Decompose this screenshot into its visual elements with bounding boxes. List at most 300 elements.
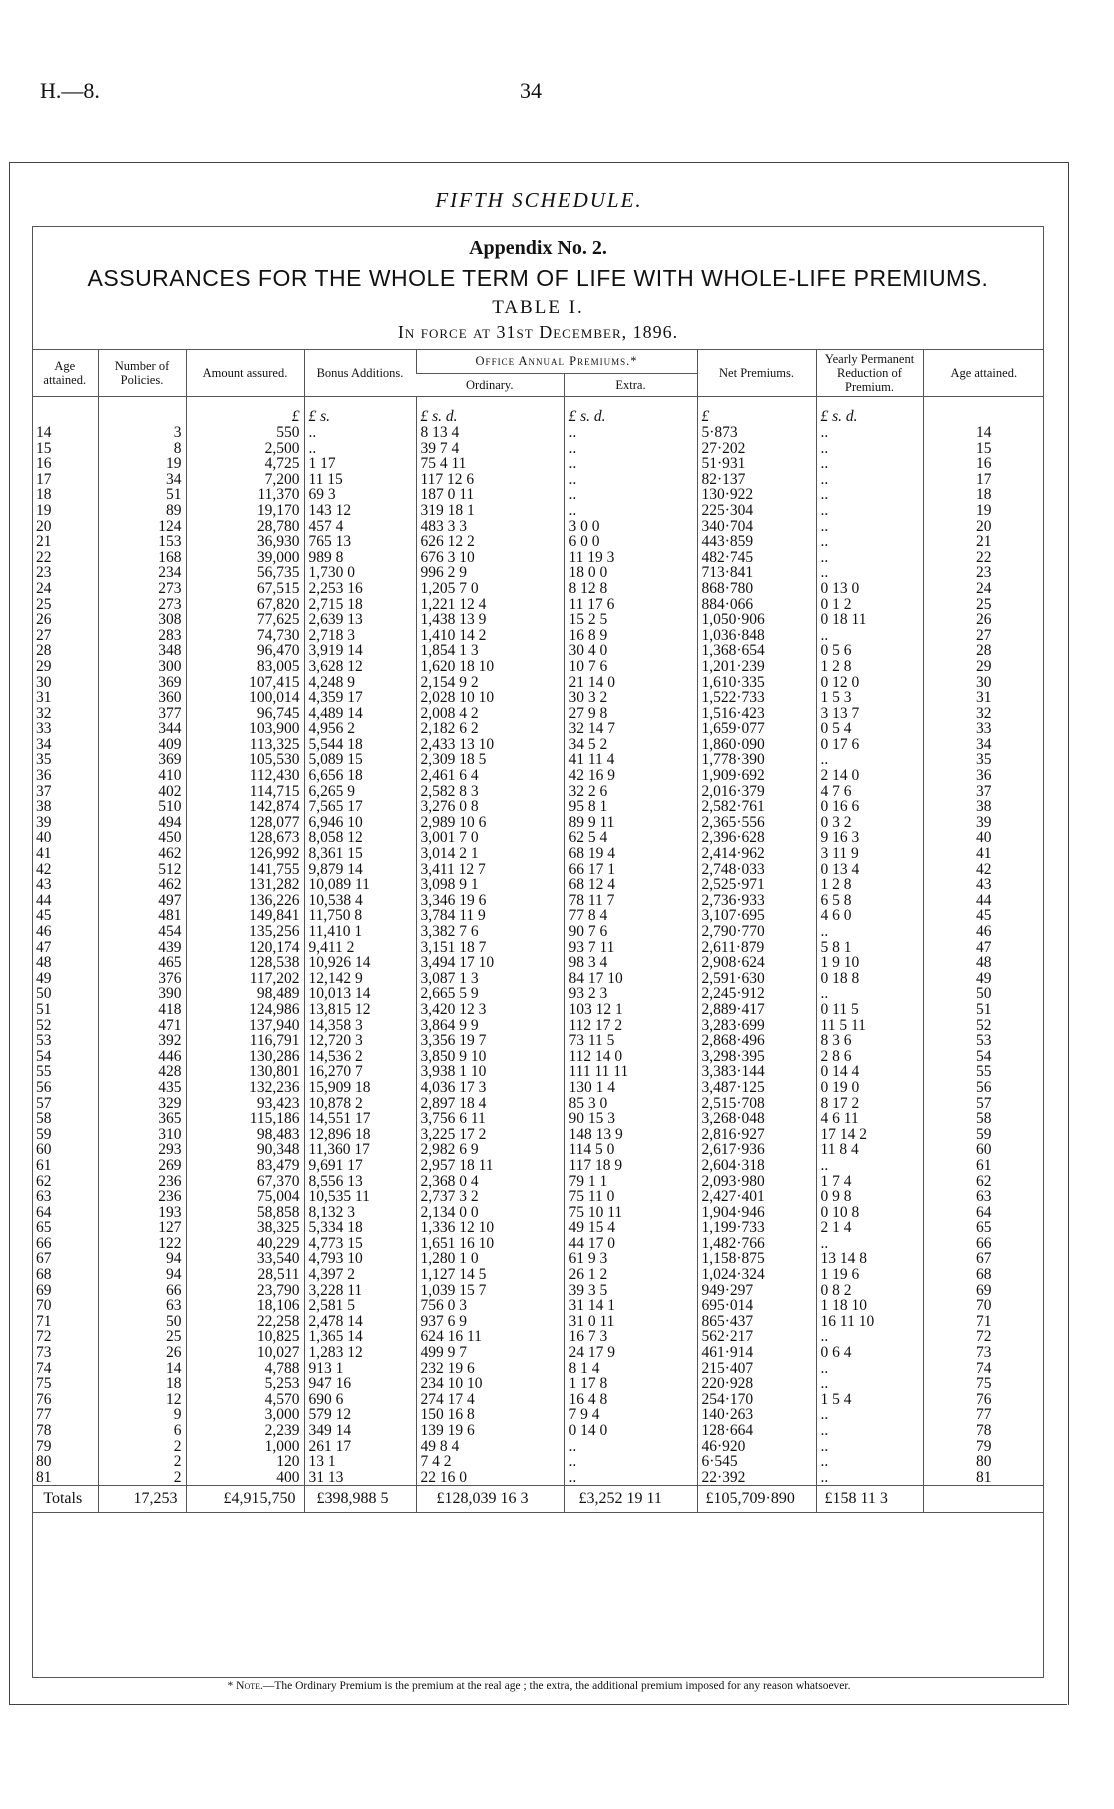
table-row	[32, 815, 1044, 831]
cell-age-right: 50	[923, 986, 1044, 1002]
table-row	[32, 1220, 1044, 1236]
cell-amount: 33,540	[186, 1251, 304, 1267]
cell-extra: 34 5 2	[564, 737, 697, 753]
cell-bonus: 11 15	[304, 472, 416, 488]
cell-age: 33	[36, 721, 52, 737]
table-row	[32, 940, 1044, 956]
cell-net: 2,427·401	[697, 1189, 816, 1205]
cell-policies: 9	[98, 1407, 186, 1423]
cell-ordinary: 1,620 18 10	[416, 659, 564, 675]
table-row	[32, 971, 1044, 987]
cell-amount: 550	[186, 425, 304, 441]
cell-reduction: 0 18 11	[816, 612, 923, 628]
cell-reduction: 0 5 4	[816, 721, 923, 737]
table-row	[32, 752, 1044, 768]
cell-policies: 462	[98, 846, 186, 862]
cell-extra: 41 11 4	[564, 752, 697, 768]
table-row	[32, 1283, 1044, 1299]
cell-age-right: 52	[923, 1018, 1044, 1034]
cell-bonus: 4,793 10	[304, 1251, 416, 1267]
cell-ordinary: 274 17 4	[416, 1392, 564, 1408]
table-row	[32, 1376, 1044, 1392]
table-row	[32, 1439, 1044, 1455]
cell-amount: 10,027	[186, 1345, 304, 1361]
cell-net: 482·745	[697, 550, 816, 566]
cell-net: 225·304	[697, 503, 816, 519]
cell-ordinary: 756 0 3	[416, 1298, 564, 1314]
cell-age: 19	[36, 502, 52, 519]
cell-ordinary: 2,309 18 5	[416, 752, 564, 768]
cell-policies: 19	[98, 456, 186, 472]
table-row	[32, 893, 1044, 909]
cell-policies: 168	[98, 550, 186, 566]
cell-age: 46	[36, 924, 52, 940]
cell-bonus: 5,089 15	[304, 752, 416, 768]
cell-policies: 18	[98, 1376, 186, 1392]
table-row	[32, 441, 1044, 457]
cell-net: 1,522·733	[697, 690, 816, 706]
cell-policies: 94	[98, 1267, 186, 1283]
cell-age: 57	[36, 1095, 52, 1112]
cell-reduction: 4 7 6	[816, 784, 923, 800]
cell-bonus: 9,411 2	[304, 940, 416, 956]
cell-extra: 30 3 2	[564, 690, 697, 706]
table-row	[32, 659, 1044, 675]
cell-policies: 308	[98, 612, 186, 628]
cell-age-right: 18	[923, 487, 1044, 503]
cell-amount: 116,791	[186, 1033, 304, 1049]
cell-age: 18	[36, 487, 52, 503]
cell-net: 3,487·125	[697, 1080, 816, 1096]
page-header	[40, 78, 1074, 106]
cell-reduction: ..	[816, 472, 923, 488]
cell-age-right: 28	[923, 643, 1044, 659]
cell-age: 29	[36, 658, 52, 675]
table-row	[32, 1236, 1044, 1252]
cell-net: 3,383·144	[697, 1064, 816, 1080]
cell-policies: 376	[98, 971, 186, 987]
table-row	[32, 1158, 1044, 1174]
cell-age: 75	[36, 1376, 52, 1392]
cell-amount: 114,715	[186, 784, 304, 800]
cell-extra: 10 7 6	[564, 659, 697, 675]
cell-ordinary: 937 6 9	[416, 1314, 564, 1330]
cell-extra: 95 8 1	[564, 799, 697, 815]
cell-age-right: 39	[923, 815, 1044, 831]
table-row	[32, 472, 1044, 488]
cell-age-right: 22	[923, 550, 1044, 566]
document-reference: H.—8.	[40, 78, 100, 103]
header-extra: Extra.	[564, 373, 697, 397]
cell-amount: 38,325	[186, 1220, 304, 1236]
cell-age: 77	[36, 1407, 52, 1423]
cell-policies: 409	[98, 737, 186, 753]
cell-extra: 0 14 0	[564, 1423, 697, 1439]
cell-amount: 22,258	[186, 1314, 304, 1330]
table-row	[32, 1018, 1044, 1034]
header-policies: Number of Policies.	[98, 350, 186, 397]
cell-age: 27	[36, 627, 52, 644]
cell-policies: 377	[98, 706, 186, 722]
cell-amount: 93,423	[186, 1096, 304, 1112]
cell-age-right: 51	[923, 1002, 1044, 1018]
cell-extra: 16 7 3	[564, 1329, 697, 1345]
schedule-frame	[9, 162, 1069, 1705]
cell-extra: 6 0 0	[564, 534, 697, 550]
cell-amount: 5,253	[186, 1376, 304, 1392]
footnote-text: —The Ordinary Premium is the premium at the real age ; the extra, the additional premium imposed for any reason whatsoever.	[262, 1680, 851, 1692]
cell-amount: 67,820	[186, 597, 304, 613]
cell-age: 31	[36, 690, 52, 706]
cell-bonus: 4,489 14	[304, 706, 416, 722]
cell-amount: 40,229	[186, 1236, 304, 1252]
cell-policies: 26	[98, 1345, 186, 1361]
table-row	[32, 565, 1044, 581]
cell-ordinary: 676 3 10	[416, 550, 564, 566]
cell-policies: 465	[98, 955, 186, 971]
cell-extra: ..	[564, 472, 697, 488]
cell-reduction: 6 5 8	[816, 893, 923, 909]
cell-bonus: 15,909 18	[304, 1080, 416, 1096]
cell-reduction: ..	[816, 1439, 923, 1455]
cell-policies: 124	[98, 519, 186, 535]
cell-amount: 128,673	[186, 830, 304, 846]
cell-policies: 454	[98, 924, 186, 940]
cell-bonus: 69 3	[304, 487, 416, 503]
cell-ordinary: 2,989 10 6	[416, 815, 564, 831]
cell-extra: ..	[564, 425, 697, 441]
cell-net: 2,611·879	[697, 940, 816, 956]
table-row	[32, 1470, 1044, 1486]
table-row	[32, 612, 1044, 628]
cell-policies: 365	[98, 1111, 186, 1127]
cell-ordinary: 2,897 18 4	[416, 1096, 564, 1112]
cell-extra: 98 3 4	[564, 955, 697, 971]
table-row	[32, 425, 1044, 441]
cell-ordinary: 2,368 0 4	[416, 1174, 564, 1190]
cell-reduction: 0 19 0	[816, 1080, 923, 1096]
cell-age: 81	[36, 1469, 52, 1486]
cell-amount: 98,489	[186, 986, 304, 1002]
cell-ordinary: 1,205 7 0	[416, 581, 564, 597]
cell-ordinary: 3,784 11 9	[416, 908, 564, 924]
cell-amount: 98,483	[186, 1127, 304, 1143]
cell-bonus: 8,361 15	[304, 846, 416, 862]
cell-bonus: 7,565 17	[304, 799, 416, 815]
header-net: Net Premiums.	[697, 350, 816, 397]
cell-age-right: 29	[923, 659, 1044, 675]
cell-policies: 236	[98, 1174, 186, 1190]
cell-reduction: ..	[816, 534, 923, 550]
main-title: ASSURANCES FOR THE WHOLE TERM OF LIFE WITH WHOLE-LIFE PREMIUMS.	[87, 265, 989, 291]
cell-extra: 79 1 1	[564, 1174, 697, 1190]
cell-amount: 7,200	[186, 472, 304, 488]
cell-age: 50	[36, 986, 52, 1002]
cell-age: 44	[36, 892, 52, 909]
cell-amount: 3,000	[186, 1407, 304, 1423]
cell-policies: 402	[98, 784, 186, 800]
table-row	[32, 1142, 1044, 1158]
cell-reduction: 8 17 2	[816, 1096, 923, 1112]
cell-age-right: 17	[923, 472, 1044, 488]
cell-age: 15	[36, 440, 52, 457]
cell-extra: ..	[564, 1470, 697, 1486]
cell-age-right: 40	[923, 830, 1044, 846]
table-row	[32, 1205, 1044, 1221]
cell-amount: 132,236	[186, 1080, 304, 1096]
unit-row	[32, 397, 1044, 426]
table-row	[32, 1314, 1044, 1330]
cell-net: 1,050·906	[697, 612, 816, 628]
cell-ordinary: 2,154 9 2	[416, 675, 564, 691]
cell-age: 79	[36, 1438, 52, 1455]
cell-ordinary: 1,854 1 3	[416, 643, 564, 659]
cell-bonus: 14,551 17	[304, 1111, 416, 1127]
cell-age: 22	[36, 549, 52, 566]
cell-age-right: 60	[923, 1142, 1044, 1158]
cell-amount: 4,725	[186, 456, 304, 472]
cell-extra: 49 15 4	[564, 1220, 697, 1236]
cell-age-right: 36	[923, 768, 1044, 784]
cell-policies: 50	[98, 1314, 186, 1330]
cell-net: 5·873	[697, 425, 816, 441]
cell-policies: 283	[98, 628, 186, 644]
cell-net: 1,036·848	[697, 628, 816, 644]
cell-amount: 23,790	[186, 1283, 304, 1299]
cell-amount: 107,415	[186, 675, 304, 691]
cell-age: 76	[36, 1391, 52, 1408]
cell-extra: 103 12 1	[564, 1002, 697, 1018]
cell-age: 64	[36, 1204, 52, 1221]
totals-bonus: £398,988 5	[304, 1486, 416, 1513]
table-row	[32, 706, 1044, 722]
table-row	[32, 768, 1044, 784]
cell-extra: 89 9 11	[564, 815, 697, 831]
cell-extra: 78 11 7	[564, 893, 697, 909]
cell-age: 80	[36, 1454, 52, 1470]
cell-reduction: 1 2 8	[816, 877, 923, 893]
cell-ordinary: 139 19 6	[416, 1423, 564, 1439]
cell-reduction: 0 1 2	[816, 597, 923, 613]
cell-amount: 103,900	[186, 721, 304, 737]
cell-bonus: 4,773 15	[304, 1236, 416, 1252]
cell-age: 40	[36, 830, 52, 847]
cell-age-right: 42	[923, 862, 1044, 878]
cell-amount: 2,500	[186, 441, 304, 457]
cell-extra: ..	[564, 1454, 697, 1470]
cell-age-right: 30	[923, 675, 1044, 691]
cell-ordinary: 187 0 11	[416, 487, 564, 503]
cell-bonus: 5,544 18	[304, 737, 416, 753]
cell-extra: 130 1 4	[564, 1080, 697, 1096]
cell-extra: 90 15 3	[564, 1111, 697, 1127]
cell-net: 1,860·090	[697, 737, 816, 753]
cell-reduction: 0 12 0	[816, 675, 923, 691]
table-row	[32, 986, 1044, 1002]
cell-reduction: ..	[816, 1329, 923, 1345]
cell-age-right: 69	[923, 1283, 1044, 1299]
cell-net: 3,298·395	[697, 1049, 816, 1065]
cell-reduction: ..	[816, 1454, 923, 1470]
cell-bonus: 1,730 0	[304, 565, 416, 581]
cell-net: 82·137	[697, 472, 816, 488]
cell-policies: 471	[98, 1018, 186, 1034]
cell-age-right: 35	[923, 752, 1044, 768]
cell-age: 23	[36, 565, 52, 581]
table-row	[32, 908, 1044, 924]
cell-reduction: ..	[816, 550, 923, 566]
cell-age: 69	[36, 1282, 52, 1299]
cell-age-right: 53	[923, 1033, 1044, 1049]
cell-age: 16	[36, 456, 52, 472]
cell-extra: 32 14 7	[564, 721, 697, 737]
table-row	[32, 799, 1044, 815]
cell-age: 35	[36, 752, 52, 769]
cell-ordinary: 1,280 1 0	[416, 1251, 564, 1267]
cell-age-right: 77	[923, 1407, 1044, 1423]
cell-reduction: 1 5 4	[816, 1392, 923, 1408]
cell-policies: 273	[98, 581, 186, 597]
table-row	[32, 955, 1044, 971]
table-row	[32, 1298, 1044, 1314]
cell-extra: ..	[564, 441, 697, 457]
cell-policies: 329	[98, 1096, 186, 1112]
cell-reduction: 2 8 6	[816, 1049, 923, 1065]
cell-reduction: 1 9 10	[816, 955, 923, 971]
cell-ordinary: 319 18 1	[416, 503, 564, 519]
table-row	[32, 1189, 1044, 1205]
unit-amount: £	[186, 397, 304, 426]
cell-reduction: ..	[816, 503, 923, 519]
table-row	[32, 862, 1044, 878]
cell-bonus: 10,926 14	[304, 955, 416, 971]
cell-net: 1,199·733	[697, 1220, 816, 1236]
cell-policies: 344	[98, 721, 186, 737]
cell-bonus: 12,720 3	[304, 1033, 416, 1049]
cell-age-right: 76	[923, 1392, 1044, 1408]
cell-net: 1,904·946	[697, 1205, 816, 1221]
cell-amount: 19,170	[186, 503, 304, 519]
cell-age: 53	[36, 1033, 52, 1049]
cell-ordinary: 499 9 7	[416, 1345, 564, 1361]
cell-extra: 8 12 8	[564, 581, 697, 597]
cell-age: 70	[36, 1298, 52, 1314]
cell-policies: 6	[98, 1423, 186, 1439]
cell-net: 695·014	[697, 1298, 816, 1314]
cell-policies: 494	[98, 815, 186, 831]
cell-age: 78	[36, 1423, 52, 1439]
cell-age: 59	[36, 1126, 52, 1143]
cell-net: 128·664	[697, 1423, 816, 1439]
cell-net: 2,515·708	[697, 1096, 816, 1112]
cell-bonus: 10,089 11	[304, 877, 416, 893]
cell-age: 73	[36, 1345, 52, 1361]
cell-policies: 446	[98, 1049, 186, 1065]
cell-amount: 128,538	[186, 955, 304, 971]
cell-bonus: 4,397 2	[304, 1267, 416, 1283]
cell-age-right: 44	[923, 893, 1044, 909]
cell-bonus: 10,538 4	[304, 893, 416, 909]
cell-amount: 131,282	[186, 877, 304, 893]
cell-amount: 105,530	[186, 752, 304, 768]
cell-bonus: 1,283 12	[304, 1345, 416, 1361]
table-row	[32, 456, 1044, 472]
cell-age-right: 67	[923, 1251, 1044, 1267]
cell-bonus: 16,270 7	[304, 1064, 416, 1080]
totals-extra: £3,252 19 11	[564, 1486, 697, 1513]
cell-ordinary: 75 4 11	[416, 456, 564, 472]
cell-bonus: 8,556 13	[304, 1174, 416, 1190]
cell-bonus: 10,535 11	[304, 1189, 416, 1205]
table-row	[32, 1407, 1044, 1423]
cell-age: 63	[36, 1189, 52, 1205]
cell-amount: 75,004	[186, 1189, 304, 1205]
cell-amount: 115,186	[186, 1111, 304, 1127]
cell-age-right: 70	[923, 1298, 1044, 1314]
footnote-prefix: * Note.	[227, 1680, 263, 1692]
cell-ordinary: 2,134 0 0	[416, 1205, 564, 1221]
cell-policies: 8	[98, 441, 186, 457]
cell-net: 1,482·766	[697, 1236, 816, 1252]
cell-age-right: 64	[923, 1205, 1044, 1221]
cell-reduction: ..	[816, 425, 923, 441]
cell-policies: 392	[98, 1033, 186, 1049]
table-row	[32, 1454, 1044, 1470]
cell-reduction: 17 14 2	[816, 1127, 923, 1143]
cell-bonus: 11,360 17	[304, 1142, 416, 1158]
cell-ordinary: 150 16 8	[416, 1407, 564, 1423]
cell-age: 24	[36, 580, 52, 597]
cell-bonus: 4,359 17	[304, 690, 416, 706]
cell-bonus: 9,691 17	[304, 1158, 416, 1174]
cell-policies: 2	[98, 1454, 186, 1470]
cell-policies: 497	[98, 893, 186, 909]
cell-age-right: 16	[923, 456, 1044, 472]
cell-amount: 90,348	[186, 1142, 304, 1158]
table-label: TABLE I.	[492, 297, 584, 318]
header-age: Age attained.	[32, 350, 98, 397]
cell-age-right: 72	[923, 1329, 1044, 1345]
cell-reduction: 0 13 4	[816, 862, 923, 878]
table-row	[32, 784, 1044, 800]
cell-ordinary: 2,008 4 2	[416, 706, 564, 722]
cell-net: 27·202	[697, 441, 816, 457]
cell-age: 14	[36, 425, 52, 441]
cell-reduction: 0 9 8	[816, 1189, 923, 1205]
cell-reduction: ..	[816, 519, 923, 535]
cell-ordinary: 483 3 3	[416, 519, 564, 535]
cell-age: 42	[36, 861, 52, 878]
totals-net: £105,709·890	[697, 1486, 816, 1513]
cell-age-right: 23	[923, 565, 1044, 581]
cell-reduction: 0 17 6	[816, 737, 923, 753]
cell-age-right: 21	[923, 534, 1044, 550]
cell-amount: 400	[186, 1470, 304, 1486]
cell-policies: 14	[98, 1361, 186, 1377]
cell-bonus: 14,536 2	[304, 1049, 416, 1065]
cell-amount: 2,239	[186, 1423, 304, 1439]
cell-reduction: 0 14 4	[816, 1064, 923, 1080]
cell-policies: 293	[98, 1142, 186, 1158]
cell-amount: 11,370	[186, 487, 304, 503]
cell-amount: 56,735	[186, 565, 304, 581]
cell-bonus: 8,132 3	[304, 1205, 416, 1221]
cell-ordinary: 1,438 13 9	[416, 612, 564, 628]
cell-reduction: ..	[816, 441, 923, 457]
table-row	[32, 1361, 1044, 1377]
cell-extra: 44 17 0	[564, 1236, 697, 1252]
cell-age: 41	[36, 846, 52, 862]
